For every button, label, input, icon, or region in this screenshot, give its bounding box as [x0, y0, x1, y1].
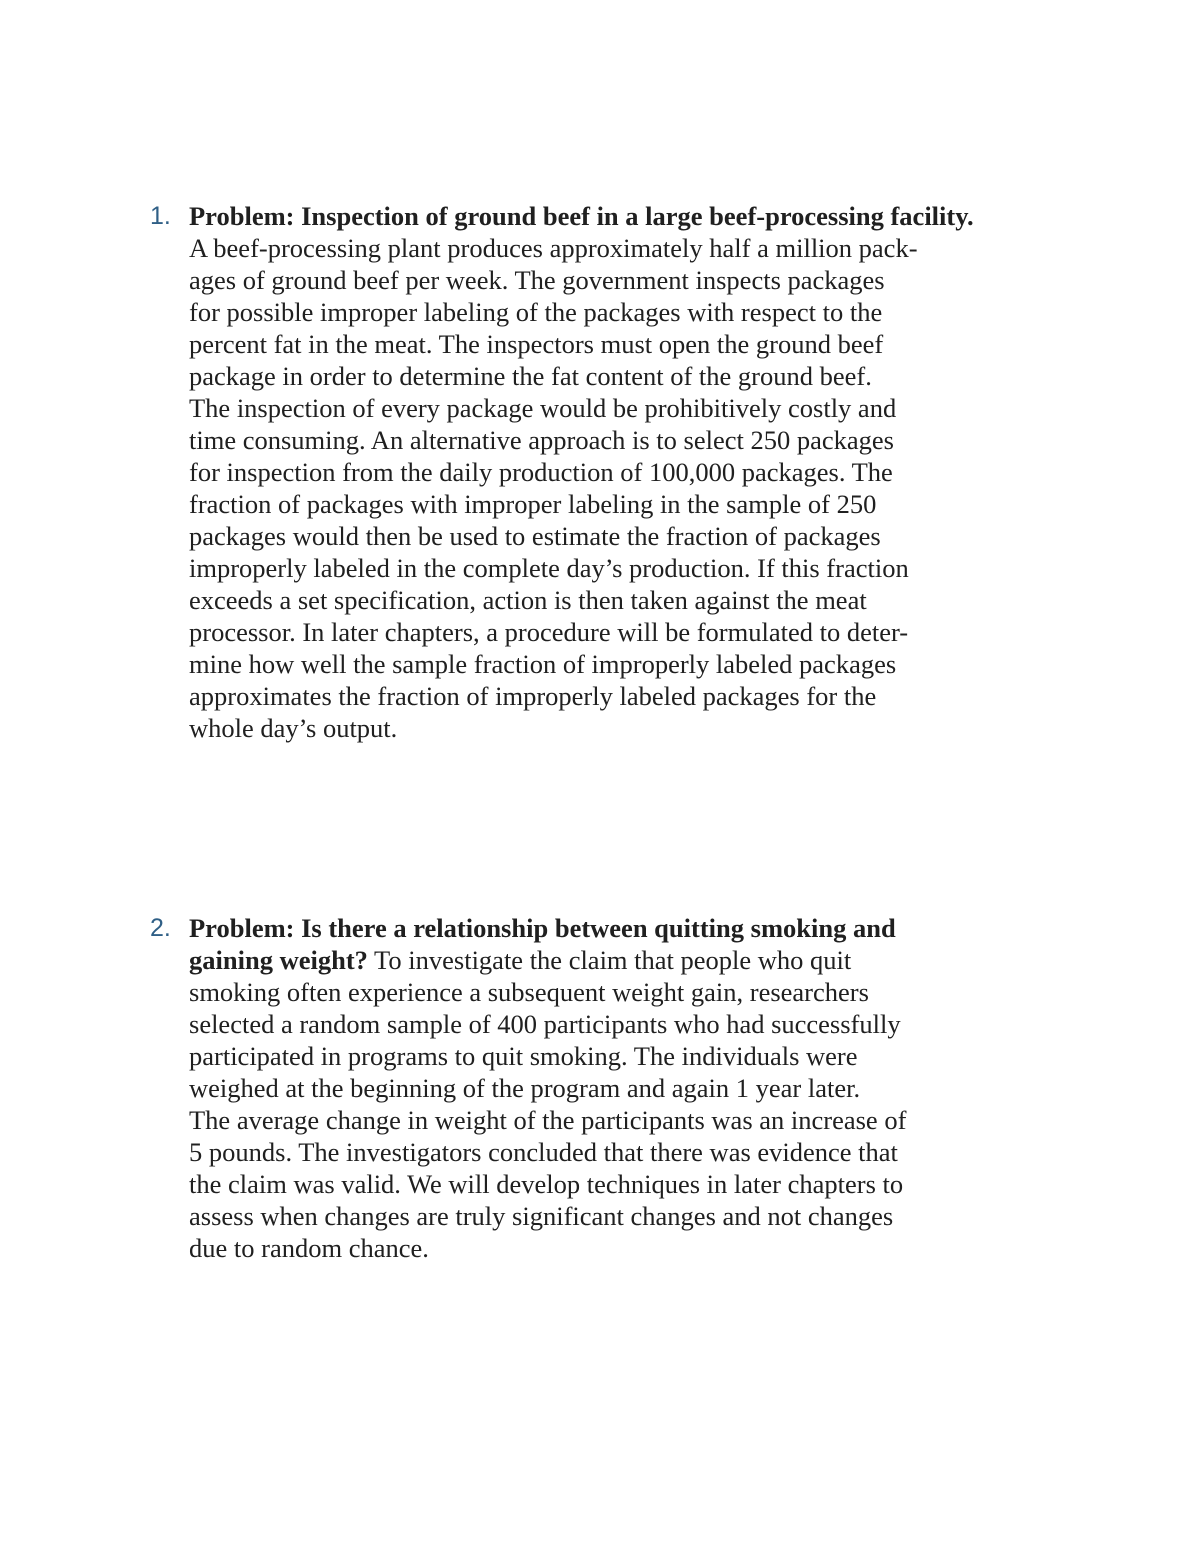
text-line: weighed at the beginning of the program and again 1 year later. [189, 1073, 861, 1103]
problem-title: Problem: Inspection of ground beef in a large beef-processing facility. [189, 201, 974, 231]
text-line: for inspection from the daily production of 100,000 packages. The [189, 457, 893, 487]
text-line: package in order to determine the fat content of the ground beef. [189, 361, 872, 391]
text-line: improperly labeled in the complete day’s production. If this fraction [189, 553, 909, 583]
text-line: assess when changes are truly significant changes and not changes [189, 1201, 894, 1231]
problem-number: 1. [150, 202, 171, 230]
text-line: the claim was valid. We will develop techniques in later chapters to [189, 1169, 904, 1199]
problem-text [189, 200, 989, 744]
problem-title-continued: gaining weight? [189, 945, 368, 975]
text-line: processor. In later chapters, a procedure will be formulated to deter- [189, 617, 909, 647]
text-line: approximates the fraction of improperly labeled packages for the [189, 681, 877, 711]
text-line: for possible improper labeling of the packages with respect to the [189, 297, 883, 327]
text-line: fraction of packages with improper labeling in the sample of 250 [189, 489, 877, 519]
text-line: smoking often experience a subsequent weight gain, researchers [189, 977, 869, 1007]
text-line: A beef-processing plant produces approximately half a million pack- [189, 233, 918, 263]
text-line: participated in programs to quit smoking. The individuals were [189, 1041, 858, 1071]
text-line: exceeds a set specification, action is then taken against the meat [189, 585, 867, 615]
problem-title: Problem: Is there a relationship between quitting smoking and [189, 913, 896, 943]
text-line: selected a random sample of 400 participants who had successfully [189, 1009, 901, 1039]
text-line: time consuming. An alternative approach is to select 250 packages [189, 425, 894, 455]
text-line: The inspection of every package would be prohibitively costly and [189, 393, 897, 423]
problem-text [189, 912, 989, 1264]
text-line: ages of ground beef per week. The government inspects packages [189, 265, 885, 295]
text-line: mine how well the sample fraction of improperly labeled packages [189, 649, 897, 679]
text-line: percent fat in the meat. The inspectors must open the ground beef [189, 329, 884, 359]
text-line: due to random chance. [189, 1233, 429, 1263]
problem-number: 2. [150, 914, 171, 942]
text-line: The average change in weight of the participants was an increase of [189, 1105, 907, 1135]
text-line: whole day’s output. [189, 713, 398, 743]
text-line-rest: To investigate the claim that people who quit [367, 945, 852, 975]
text-line [189, 944, 989, 976]
text-line: 5 pounds. The investigators concluded that there was evidence that [189, 1137, 898, 1167]
text-line: packages would then be used to estimate the fraction of packages [189, 521, 881, 551]
